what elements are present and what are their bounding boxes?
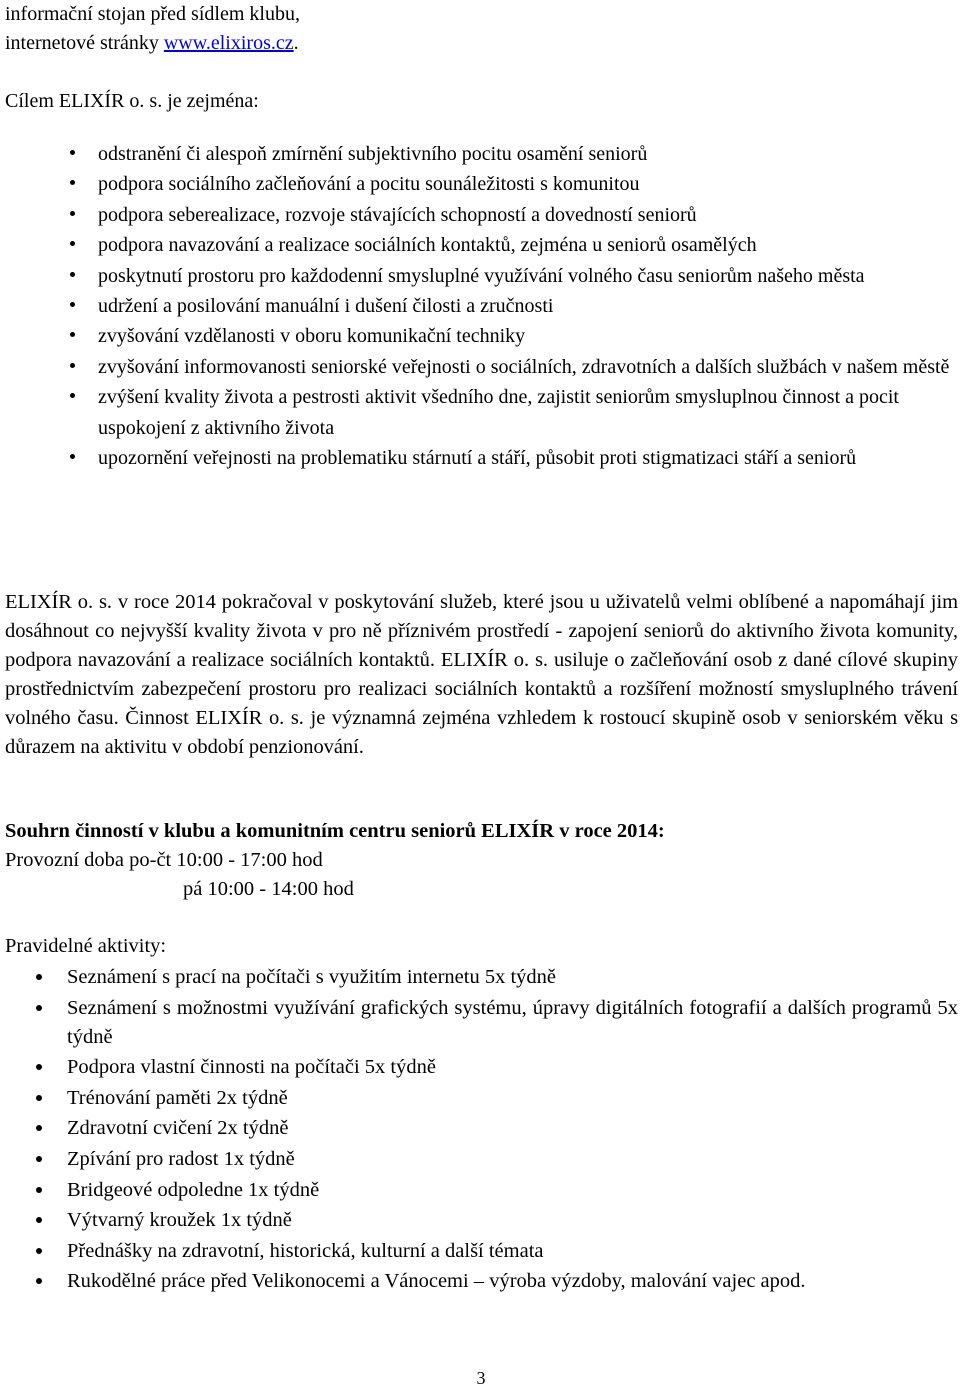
activity-item: Zpívání pro radost 1x týdně — [5, 1145, 958, 1174]
activity-item: Seznámení s možnostmi využívání grafických systému, úpravy digitálních fotografií a dalších programů 5x týdně — [5, 994, 958, 1052]
website-link[interactable]: www.elixiros.cz — [163, 32, 294, 54]
activity-item: Rukodělné práce před Velikonocemi a Vánocemi – výroba výzdoby, malování vajec apod. — [5, 1267, 958, 1296]
opening-hours-line-2: pá 10:00 - 14:00 hod — [183, 878, 354, 900]
goals-list — [5, 139, 950, 473]
goal-item: poskytnutí prostoru pro každodenní smysluplné využívání volného času seniorům našeho města — [5, 261, 950, 291]
goals-heading: Cílem ELIXÍR o. s. je zejména: — [5, 90, 259, 112]
summary-heading: Souhrn činností v klubu a komunitním centru seniorů ELIXÍR v roce 2014: — [5, 820, 665, 842]
goal-item: zvýšení kvality života a pestrosti aktivit všedního dne, zajistit seniorům smysluplnou činnost a pocit uspokojení z aktivního života — [5, 382, 950, 443]
document-page — [5, 0, 957, 1390]
goal-item: upozornění veřejnosti na problematiku stárnutí a stáří, působit proti stigmatizaci stáří a seniorů — [5, 443, 950, 473]
body-paragraph: ELIXÍR o. s. v roce 2014 pokračoval v poskytování služeb, které jsou u uživatelů velmi oblíbené a napomáhají jim dosáhnout co nejvyšší kvality života v pro ně příznivém prostředí - zapojení seniorů do aktivního života komunity, podpora navazování a realizace sociálních kontaktů. ELIXÍR o. s. usiluje o začleňování osob z dané cílové skupiny prostřednictvím zabezpečení prostoru pro realizaci sociálních kontaktů a rozšíření možností smysluplného trávení volného času. Činnost ELIXÍR o. s. je významná zejména vzhledem k rostoucí skupině osob v seniorském věku s důrazem na aktivitu v období penzionování. — [5, 591, 958, 758]
activity-item: Zdravotní cvičení 2x týdně — [5, 1114, 958, 1143]
page-number: 3 — [476, 1368, 486, 1388]
goal-item: udržení a posilování manuální i dušení čilosti a zručnosti — [5, 291, 950, 321]
activity-item: Přednášky na zdravotní, historická, kulturní a další témata — [5, 1237, 958, 1266]
activities-list — [5, 963, 958, 1298]
intro-line-2 — [5, 29, 955, 58]
intro-line-2-prefix: internetové stránky — [5, 32, 164, 54]
goal-item: zvyšování vzdělanosti v oboru komunikační techniky — [5, 321, 950, 351]
intro-line-2-suffix: . — [293, 32, 299, 54]
activity-item: Podpora vlastní činnosti na počítači 5x týdně — [5, 1053, 958, 1082]
activity-item: Trénování paměti 2x týdně — [5, 1084, 958, 1113]
activity-item: Seznámení s prací na počítači s využitím internetu 5x týdně — [5, 963, 958, 992]
goal-item: podpora sociálního začleňování a pocitu sounáležitosti s komunitou — [5, 169, 950, 199]
activity-item: Bridgeové odpoledne 1x týdně — [5, 1176, 958, 1205]
goal-item: podpora navazování a realizace sociálních kontaktů, zejména u seniorů osamělých — [5, 230, 950, 260]
goal-item: zvyšování informovanosti seniorské veřejnosti o sociálních, zdravotních a dalších službách v našem městě — [5, 352, 950, 382]
intro-text — [5, 0, 955, 58]
intro-line-1: informační stojan před sídlem klubu, — [5, 3, 300, 25]
opening-hours-line-1: Provozní doba po-čt 10:00 - 17:00 hod — [5, 849, 323, 871]
goal-item: odstranění či alespoň zmírnění subjektivního pocitu osamění seniorů — [5, 139, 950, 169]
goal-item: podpora seberealizace, rozvoje stávajících schopností a dovedností seniorů — [5, 200, 950, 230]
activity-item: Výtvarný kroužek 1x týdně — [5, 1206, 958, 1235]
activities-heading: Pravidelné aktivity: — [5, 935, 167, 957]
